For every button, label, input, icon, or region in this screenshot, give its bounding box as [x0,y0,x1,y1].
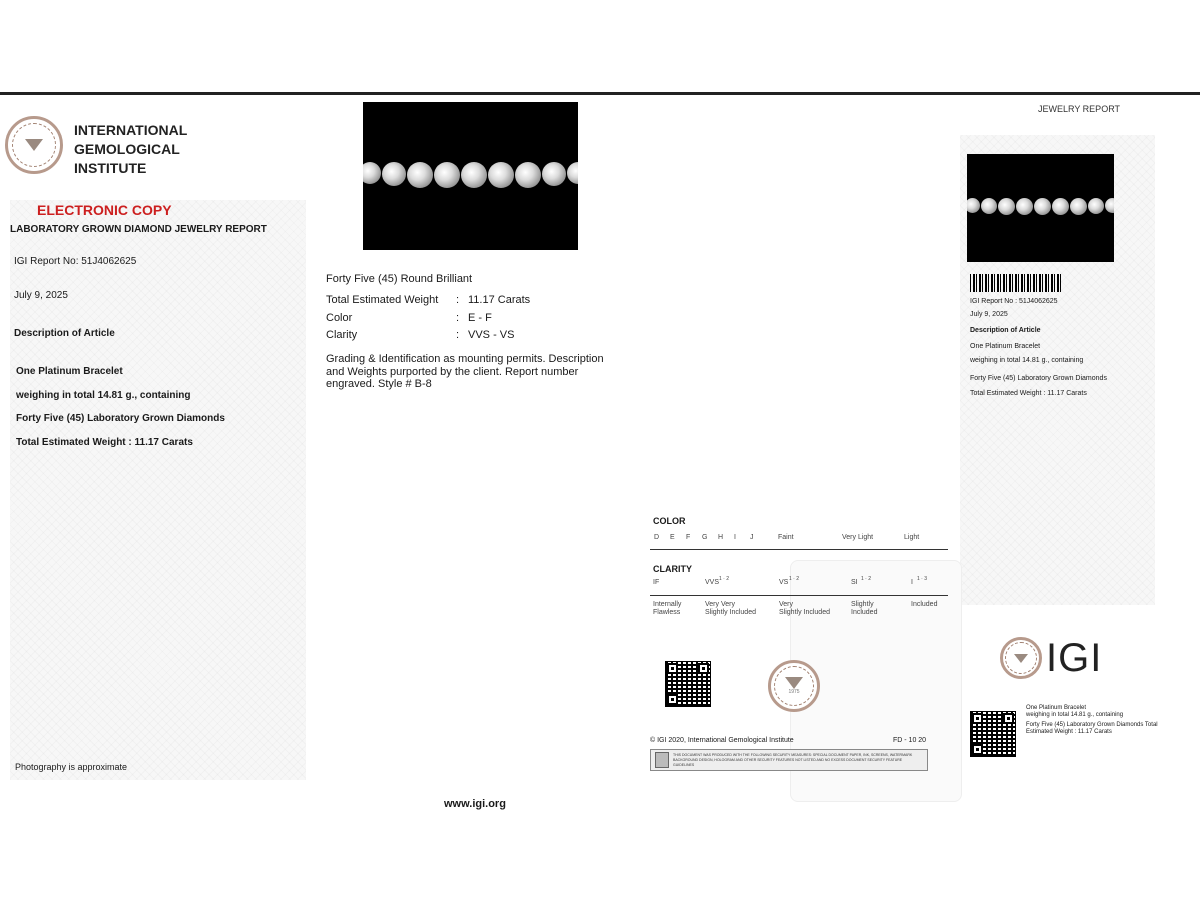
copyright-line: © IGI 2020, International Gemological Institute [650,737,794,744]
clarity-scale-title: CLARITY [653,564,692,574]
comments: Grading & Identification as mounting permits. Description and Weights purported by the client. Report number engraved. Style # B-8 [326,353,604,390]
clarity-grade: IF [653,579,660,586]
property-value: E - F [468,311,492,324]
color-scale-rule [650,549,948,550]
igi-logo-seal-icon [1000,637,1042,679]
org-line-2: GEMOLOGICAL [74,141,180,157]
report-number: IGI Report No: 51J4062625 [14,256,137,267]
clarity-grade: VVS [705,579,720,586]
color-grade: G [702,534,708,541]
clarity-grade: SI [851,579,858,586]
clarity-desc-line: Slightly Included [705,609,756,616]
bracelet-photo [363,102,578,250]
property-label: Total Estimated Weight [326,294,439,306]
color-scale-title: COLOR [653,516,686,526]
clarity-desc-line: Very Very [705,601,735,608]
right-mini-description [1026,705,1166,736]
clarity-sup: 1 · 2 [861,576,872,582]
property-sep: : [456,329,460,341]
right-report-date: July 9, 2025 [970,311,1008,318]
clarity-desc-line: Internally [653,601,682,608]
color-word: Very Light [842,534,874,541]
clarity-desc [705,601,756,617]
property-label: Clarity [326,329,358,341]
left-panel-background [10,200,306,780]
seal-year: 1975 [788,689,800,695]
org-name [74,121,187,178]
electronic-copy-label: ELECTRONIC COPY [37,202,172,218]
clarity-sup: 1 · 3 [917,576,928,582]
right-description-line: Total Estimated Weight : 11.17 Carats [970,390,1087,397]
property-sep: : [456,294,460,306]
clarity-desc-line: Very [779,601,794,608]
org-line-3: INSTITUTE [74,160,147,176]
clarity-desc-line: Included [851,609,878,616]
property-value: 11.17 Carats [468,294,531,306]
igi-seal-icon [768,660,820,712]
mini-desc-line: weighing in total 14.81 g., containing [1026,712,1124,718]
description-line: weighing in total 14.81 g., containing [16,389,191,401]
jewelry-report-label: JEWELRY REPORT [1038,104,1121,114]
properties-table [326,292,530,345]
barcode-icon [970,274,1062,292]
clarity-desc [653,601,681,617]
form-code: FD - 10 20 [893,737,927,744]
website-link[interactable]: www.igi.org [444,798,506,810]
property-label: Color [326,311,353,324]
color-grade: H [718,534,724,541]
right-description-line: Forty Five (45) Laboratory Grown Diamonds [970,375,1107,382]
clarity-desc [911,601,937,609]
color-word: Light [904,534,920,541]
clarity-desc [779,601,830,617]
color-grade: J [750,534,754,541]
qr-code-icon-small[interactable] [970,711,1016,757]
clarity-scale-rule [650,595,948,596]
photography-note: Photography is approximate [15,762,128,772]
document-icon [655,752,669,768]
property-row [326,292,530,310]
igi-seal-icon [5,116,63,174]
qr-code-icon[interactable] [665,661,711,707]
bracelet-photo-small [967,154,1114,262]
description-line: Total Estimated Weight : 11.17 Carats [16,436,193,448]
clarity-scale-grades [653,576,953,591]
clarity-grade: VS [779,579,789,586]
right-description-line: weighing in total 14.81 g., containing [970,357,1084,364]
clarity-scale-descriptions [653,601,953,621]
right-description-heading: Description of Article [970,327,1041,334]
color-grade: D [654,534,660,541]
description-heading: Description of Article [14,328,115,339]
org-line-1: INTERNATIONAL [74,122,188,138]
property-row [326,327,530,345]
right-description-line: One Platinum Bracelet [970,343,1041,350]
property-value: VVS - VS [468,329,515,341]
igi-logo-text: IGI [1046,636,1103,680]
clarity-desc [851,601,877,617]
description-list [16,360,225,454]
color-word: Faint [778,534,794,541]
mini-desc-line: Forty Five (45) Laboratory Grown Diamonds Total Estimated Weight : 11.17 Carats [1026,722,1158,735]
property-row [326,310,530,328]
clarity-desc-line: Slightly Included [779,609,830,616]
stones-line: Forty Five (45) Round Brilliant [326,273,473,285]
security-text: THIS DOCUMENT WAS PRODUCED WITH THE FOLLOWING SECURITY MEASURES: SPECIAL DOCUMENT PAPER, INK, SCREENS, WATERMARK BACKGROUND DESIGN, HOLOGRAM AND OTHER SECURITY FEATURES NOT LISTED AND NO EXCESS DOCUMENT SECURITY FEATURE GUIDELINES [673,752,913,767]
clarity-sup: 1 · 2 [789,576,800,582]
clarity-desc-line: Flawless [653,609,681,616]
description-line: Forty Five (45) Laboratory Grown Diamonds [16,413,225,424]
description-line: One Platinum Bracelet [16,366,123,377]
report-date: July 9, 2025 [14,290,68,301]
mini-desc-line: One Platinum Bracelet [1026,705,1087,711]
security-strip [650,749,928,771]
clarity-desc-line: Slightly [851,601,874,608]
right-report-number: IGI Report No : 51J4062625 [970,298,1058,305]
color-grade: F [686,534,691,541]
clarity-desc-line: Included [911,601,938,608]
color-grade: E [670,534,675,541]
report-title: LABORATORY GROWN DIAMOND JEWELRY REPORT [10,224,267,235]
property-sep: : [456,311,460,324]
clarity-grade: I [911,579,913,586]
clarity-sup: 1 · 2 [719,576,730,582]
color-grade: I [734,534,736,541]
top-rule [0,92,1200,95]
